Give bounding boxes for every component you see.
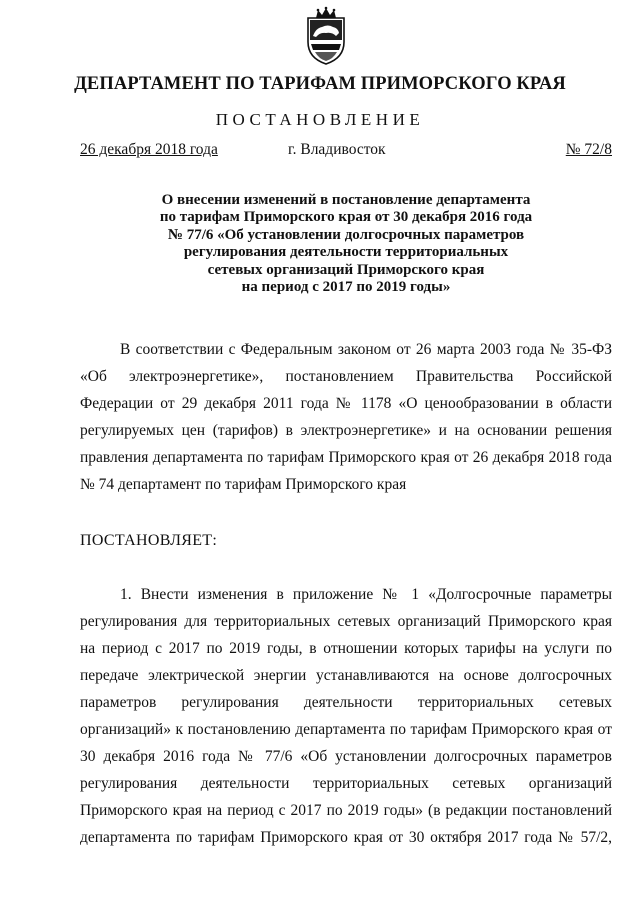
item-1-line: параметров регулирования деятельности территориальных сетевых [80, 694, 612, 711]
subject-line: по тарифам Приморского края от 30 декабря 2016 года [159, 209, 533, 226]
preamble-paragraph [80, 336, 612, 498]
primorsky-krai-coat-of-arms-icon [302, 6, 350, 66]
item-1-line: 1. Внести изменения в приложение № 1 «Долгосрочные параметры [120, 586, 612, 603]
item-1-paragraph [80, 581, 612, 851]
item-1-line: Приморского края на период с 2017 по 2019 годы» (в редакции постановлений [80, 802, 612, 819]
decree-word: ПОСТАНОВЛЯЕТ: [80, 532, 218, 549]
preamble-line: правления департамента по тарифам Приморского края от 26 декабря 2018 года [80, 449, 612, 466]
document-date: 26 декабря 2018 года [80, 141, 218, 158]
document-number: № 72/8 [565, 141, 612, 158]
subject-line: регулирования деятельности территориальных [183, 244, 509, 261]
item-1-line: департамента по тарифам Приморского края от 30 октября 2017 года № 57/2, [80, 829, 612, 846]
preamble-line: Федерации от 29 декабря 2011 года № 1178 «О ценообразовании в области [80, 395, 612, 412]
document-city: г. Владивосток [288, 141, 386, 158]
preamble-line: В соответствии с Федеральным законом от 26 марта 2003 года № 35-ФЗ [120, 341, 612, 358]
subject-line: О внесении изменений в постановление департамента [161, 192, 531, 208]
subject-line: сетевых организаций Приморского края [207, 261, 485, 278]
preamble-line: № 74 департамент по тарифам Приморского края [80, 476, 407, 493]
item-1-line: передаче электрической энергии устанавливаются на основе долгосрочных [80, 667, 612, 684]
preamble-line: регулируемых цен (тарифов) в электроэнергетике» и на основании решения [80, 422, 612, 439]
document-type: ПОСТАНОВЛЕНИЕ [215, 110, 425, 129]
preamble-line: «Об электроэнергетике», постановлением Правительства Российской [80, 368, 612, 385]
item-1-line: 30 декабря 2016 года № 77/6 «Об установлении долгосрочных параметров [80, 748, 612, 765]
department-title: ДЕПАРТАМЕНТ ПО ТАРИФАМ ПРИМОРСКОГО КРАЯ [74, 74, 566, 94]
item-1-line: регулирования деятельности территориальных сетевых организаций [80, 775, 612, 792]
item-1-line: регулирования для территориальных сетевых организаций Приморского края [80, 613, 612, 630]
item-1-line: на период с 2017 по 2019 годы, в отношении которых тарифы на услуги по [80, 640, 612, 657]
document-subject [80, 192, 612, 296]
item-1-line: организаций» к постановлению департамента по тарифам Приморского края от [80, 721, 612, 738]
document-meta-row [80, 141, 612, 161]
subject-line: на период с 2017 по 2019 годы» [241, 279, 451, 296]
subject-line: № 77/6 «Об установлении долгосрочных параметров [167, 226, 525, 243]
